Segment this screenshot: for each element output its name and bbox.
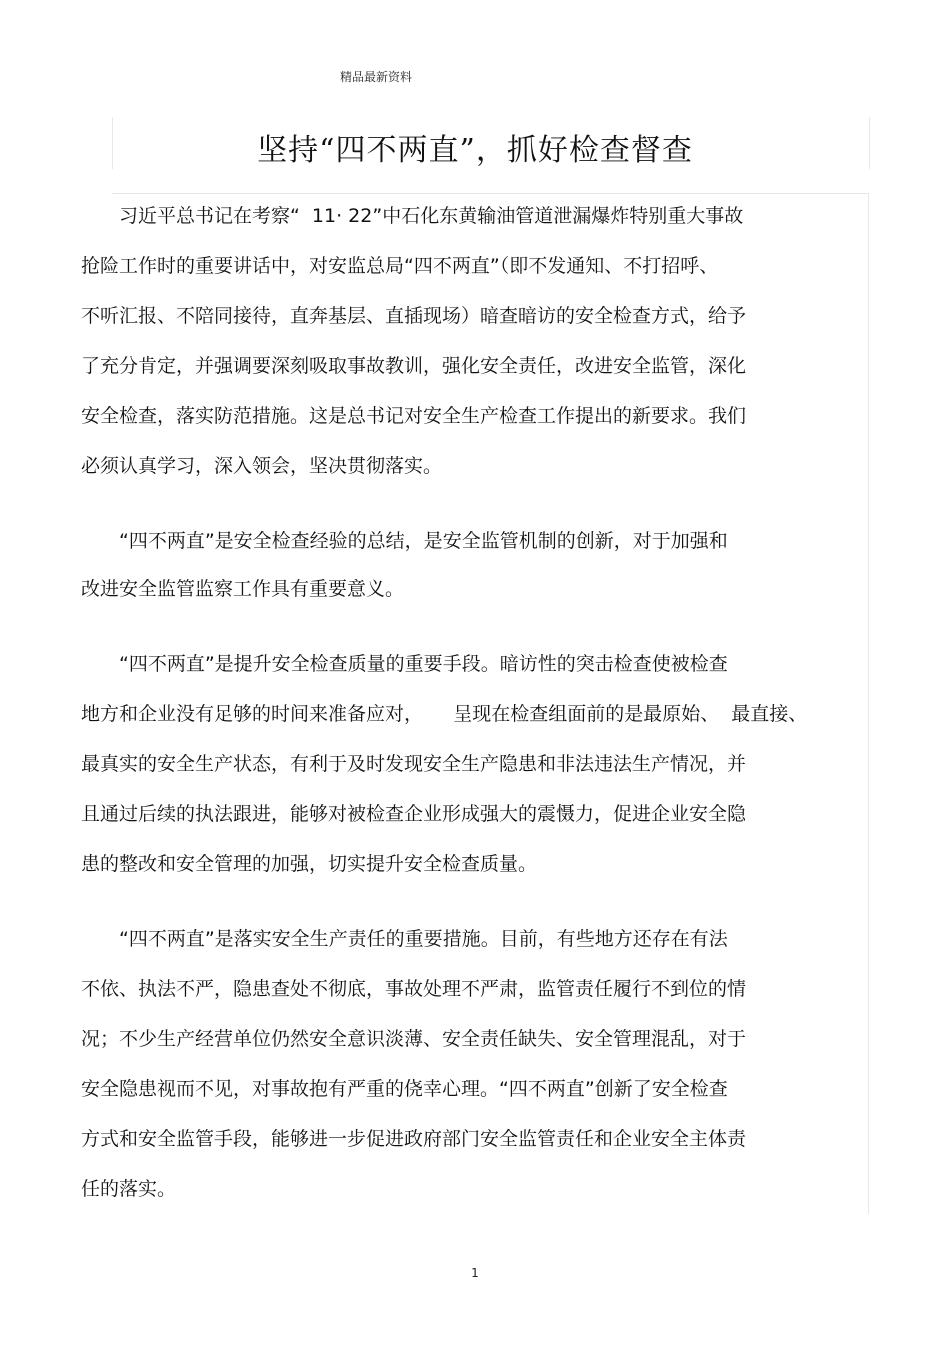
text-line: 地方和企业没有足够的时间来准备应对， 呈现在检查组面前的是最原始、 最直接、 xyxy=(81,703,808,725)
text-line: 改进安全监管监察工作具有重要意义。 xyxy=(81,578,405,600)
text-line: 况；不少生产经营单位仍然安全意识淡薄、安全责任缺失、安全管理混乱，对于 xyxy=(81,1028,747,1050)
text-line: “四不两直”是落实安全生产责任的重要措施。目前，有些地方还存在有法 xyxy=(119,928,728,950)
text-line: 任的落实。 xyxy=(81,1178,177,1200)
text-line: 习近平总书记在考察“ 11· 22”中石化东黄输油管道泄漏爆炸特别重大事故 xyxy=(119,205,744,227)
text-line: 必须认真学习，深入领会，坚决贯彻落实。 xyxy=(81,455,443,477)
text-line: 方式和安全监管手段，能够进一步促进政府部门安全监管责任和企业安全主体责 xyxy=(81,1128,747,1150)
text-line: 不依、执法不严，隐患查处不彻底，事故处理不严肃，监管责任履行不到位的情 xyxy=(81,978,747,1000)
document-title: 坚持“四不两直”，抓好检查督查 xyxy=(257,133,693,168)
text-line: “四不两直”是安全检查经验的总结，是安全监管机制的创新，对于加强和 xyxy=(119,530,728,552)
text-line: 最真实的安全生产状态，有利于及时发现安全生产隐患和非法违法生产情况，并 xyxy=(81,753,747,775)
text-line: “四不两直”是提升安全检查质量的重要手段。暗访性的突击检查使被检查 xyxy=(119,653,728,675)
text-line: 安全检查，落实防范措施。这是总书记对安全生产检查工作提出的新要求。我们 xyxy=(81,405,747,427)
text-line: 患的整改和安全管理的加强，切实提升安全检查质量。 xyxy=(81,853,538,875)
text-line: 不听汇报、不陪同接待，直奔基层、直插现场）暗查暗访的安全检查方式，给予 xyxy=(81,305,747,327)
text-line: 且通过后续的执法跟进，能够对被检查企业形成强大的震慑力，促进企业安全隐 xyxy=(81,803,747,825)
header-label: 精品最新资料 xyxy=(340,70,413,84)
text-line: 抢险工作时的重要讲话中，对安监总局“四不两直”（即不发通知、不打招呼、 xyxy=(81,255,719,277)
page-number: 1 xyxy=(471,1266,479,1280)
text-line: 了充分肯定，并强调要深刻吸取事故教训，强化安全责任，改进安全监管，深化 xyxy=(81,355,747,377)
text-line: 安全隐患视而不见，对事故抱有严重的侥幸心理。“四不两直”创新了安全检查 xyxy=(81,1078,728,1100)
